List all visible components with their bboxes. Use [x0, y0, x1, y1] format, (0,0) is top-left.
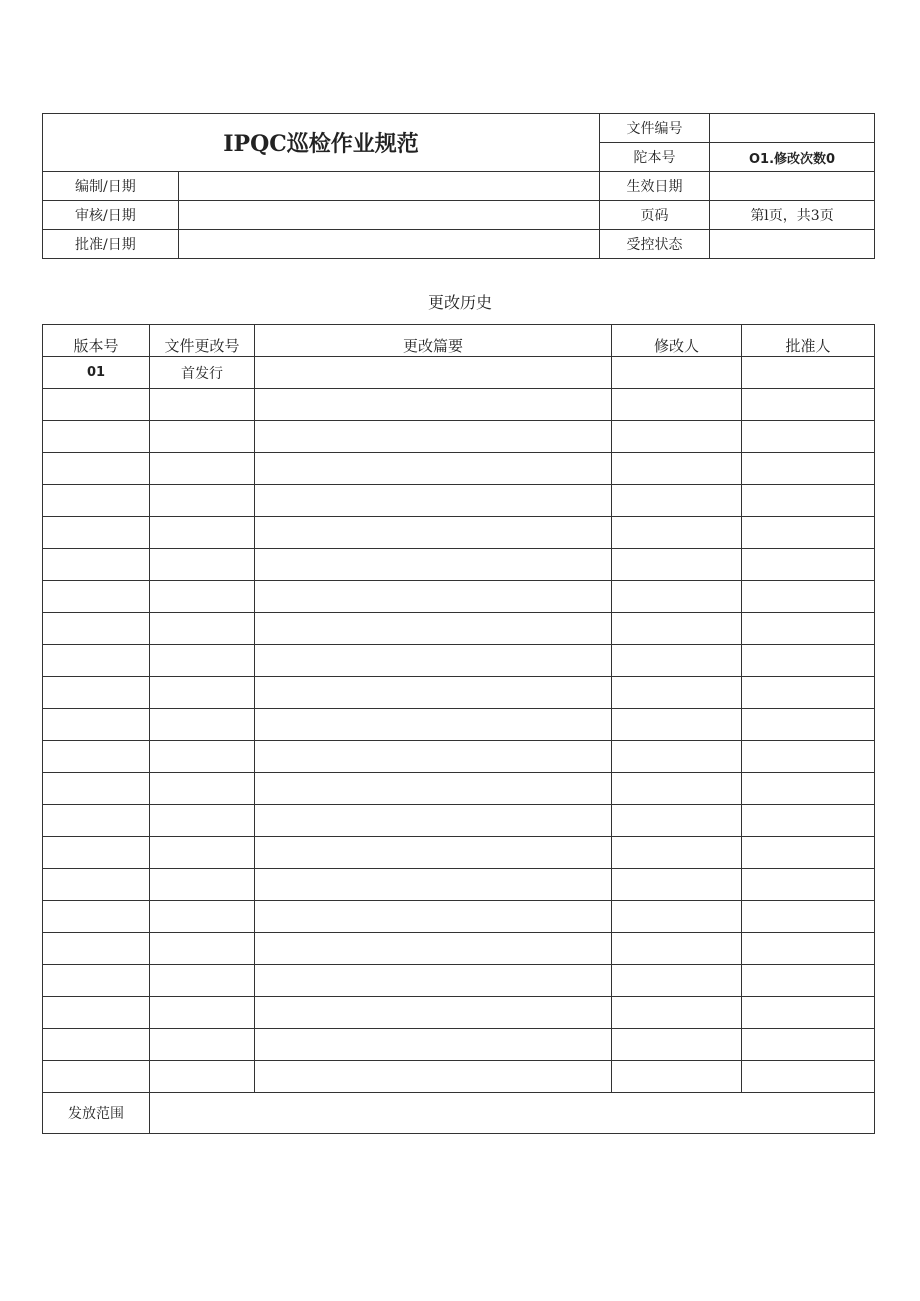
approver-cell — [742, 677, 875, 709]
summary-cell — [255, 613, 612, 645]
table-row — [43, 453, 875, 485]
change-no-cell — [150, 389, 255, 421]
version-value: O1.修改次数0 — [710, 143, 875, 172]
reviewed-label: 审核/日期 — [43, 201, 179, 230]
modifier-cell — [612, 773, 742, 805]
summary-cell — [255, 1061, 612, 1093]
effective-date-value — [710, 172, 875, 201]
approver-cell — [742, 933, 875, 965]
history-header-row — [43, 325, 875, 357]
table-row — [43, 773, 875, 805]
version-cell — [43, 869, 150, 901]
table-row — [43, 997, 875, 1029]
modifier-cell — [612, 517, 742, 549]
version-cell — [43, 837, 150, 869]
document-header-table — [42, 113, 875, 259]
change-no-cell — [150, 709, 255, 741]
modifier-cell — [612, 965, 742, 997]
modifier-cell — [612, 869, 742, 901]
summary-cell — [255, 709, 612, 741]
version-cell — [43, 389, 150, 421]
version-cell — [43, 581, 150, 613]
change-no-cell: 首发行 — [150, 357, 255, 389]
modifier-cell — [612, 645, 742, 677]
approver-cell — [742, 741, 875, 773]
reviewed-value — [179, 201, 600, 230]
version-cell — [43, 901, 150, 933]
change-no-cell — [150, 677, 255, 709]
summary-cell — [255, 837, 612, 869]
approver-cell — [742, 517, 875, 549]
change-no-cell — [150, 1029, 255, 1061]
change-no-cell — [150, 997, 255, 1029]
prepared-value — [179, 172, 600, 201]
approver-cell — [742, 709, 875, 741]
distribution-label: 发放范围 — [43, 1093, 150, 1134]
col-header-modifier: 修改人 — [612, 325, 742, 357]
modifier-cell — [612, 1061, 742, 1093]
table-row — [43, 613, 875, 645]
version-cell — [43, 965, 150, 997]
modifier-cell — [612, 485, 742, 517]
change-no-cell — [150, 485, 255, 517]
change-history-title: 更改历史 — [427, 293, 492, 312]
modifier-cell — [612, 901, 742, 933]
version-cell — [43, 549, 150, 581]
change-no-cell — [150, 805, 255, 837]
modifier-cell — [612, 741, 742, 773]
approver-cell — [742, 581, 875, 613]
change-history-table — [42, 324, 875, 1134]
change-no-cell — [150, 581, 255, 613]
modifier-cell — [612, 389, 742, 421]
version-cell — [43, 1029, 150, 1061]
page-number-value: 第l页，共3页 — [710, 201, 875, 230]
table-row — [43, 741, 875, 773]
table-row — [43, 709, 875, 741]
approver-cell — [742, 805, 875, 837]
change-no-cell — [150, 901, 255, 933]
control-status-label: 受控状态 — [600, 230, 710, 259]
table-row — [43, 357, 875, 389]
version-cell — [43, 741, 150, 773]
modifier-cell — [612, 933, 742, 965]
change-no-cell — [150, 965, 255, 997]
page-number-label: 页码 — [600, 201, 710, 230]
version-cell — [43, 805, 150, 837]
modifier-cell — [612, 549, 742, 581]
table-row — [43, 1029, 875, 1061]
table-row — [43, 485, 875, 517]
summary-cell — [255, 485, 612, 517]
approver-cell — [742, 421, 875, 453]
approved-label: 批准/日期 — [43, 230, 179, 259]
doc-no-value — [710, 114, 875, 143]
approver-cell — [742, 965, 875, 997]
change-no-cell — [150, 933, 255, 965]
change-no-cell — [150, 549, 255, 581]
summary-cell — [255, 453, 612, 485]
summary-cell — [255, 901, 612, 933]
approver-cell — [742, 1061, 875, 1093]
modifier-cell — [612, 613, 742, 645]
approver-cell — [742, 485, 875, 517]
summary-cell — [255, 581, 612, 613]
approver-cell — [742, 357, 875, 389]
distribution-row — [43, 1093, 875, 1134]
version-cell — [43, 613, 150, 645]
modifier-cell — [612, 357, 742, 389]
summary-cell — [255, 517, 612, 549]
modifier-cell — [612, 421, 742, 453]
change-no-cell — [150, 613, 255, 645]
summary-cell — [255, 805, 612, 837]
change-no-cell — [150, 421, 255, 453]
doc-no-label: 文件编号 — [600, 114, 710, 143]
modifier-cell — [612, 1029, 742, 1061]
approver-cell — [742, 869, 875, 901]
col-header-summary: 更改篇要 — [255, 325, 612, 357]
change-no-cell — [150, 645, 255, 677]
modifier-cell — [612, 837, 742, 869]
summary-cell — [255, 741, 612, 773]
approver-cell — [742, 901, 875, 933]
version-cell — [43, 421, 150, 453]
change-no-cell — [150, 453, 255, 485]
table-row — [43, 421, 875, 453]
table-row — [43, 581, 875, 613]
approved-value — [179, 230, 600, 259]
table-row — [43, 933, 875, 965]
summary-cell — [255, 645, 612, 677]
approver-cell — [742, 613, 875, 645]
summary-cell — [255, 389, 612, 421]
approver-cell — [742, 389, 875, 421]
version-cell — [43, 677, 150, 709]
change-no-cell — [150, 773, 255, 805]
modifier-cell — [612, 805, 742, 837]
version-cell — [43, 997, 150, 1029]
summary-cell — [255, 997, 612, 1029]
modifier-cell — [612, 453, 742, 485]
summary-cell — [255, 965, 612, 997]
table-row — [43, 837, 875, 869]
col-header-version: 版本号 — [43, 325, 150, 357]
change-no-cell — [150, 837, 255, 869]
summary-cell — [255, 549, 612, 581]
table-row — [43, 645, 875, 677]
control-status-value — [710, 230, 875, 259]
distribution-value — [150, 1093, 875, 1134]
version-label: 陀本号 — [600, 143, 710, 172]
modifier-cell — [612, 709, 742, 741]
change-no-cell — [150, 1061, 255, 1093]
version-cell — [43, 485, 150, 517]
approver-cell — [742, 1029, 875, 1061]
table-row — [43, 1061, 875, 1093]
table-row — [43, 389, 875, 421]
table-row — [43, 517, 875, 549]
table-row — [43, 965, 875, 997]
summary-cell — [255, 869, 612, 901]
summary-cell — [255, 421, 612, 453]
change-no-cell — [150, 517, 255, 549]
version-cell — [43, 773, 150, 805]
summary-cell — [255, 1029, 612, 1061]
col-header-approver: 批准人 — [742, 325, 875, 357]
version-cell — [43, 645, 150, 677]
modifier-cell — [612, 677, 742, 709]
modifier-cell — [612, 997, 742, 1029]
approver-cell — [742, 773, 875, 805]
summary-cell — [255, 773, 612, 805]
table-row — [43, 677, 875, 709]
document-title: IPQC巡检作业规范 — [43, 114, 600, 172]
table-row — [43, 549, 875, 581]
approver-cell — [742, 645, 875, 677]
summary-cell — [255, 933, 612, 965]
table-row — [43, 805, 875, 837]
version-cell — [43, 1061, 150, 1093]
version-cell: 01 — [43, 357, 150, 389]
approver-cell — [742, 453, 875, 485]
approver-cell — [742, 837, 875, 869]
version-cell — [43, 933, 150, 965]
summary-cell — [255, 677, 612, 709]
version-cell — [43, 453, 150, 485]
version-cell — [43, 709, 150, 741]
table-row — [43, 901, 875, 933]
approver-cell — [742, 997, 875, 1029]
approver-cell — [742, 549, 875, 581]
history-body — [43, 357, 875, 1093]
summary-cell — [255, 357, 612, 389]
col-header-change-no: 文件更改号 — [150, 325, 255, 357]
modifier-cell — [612, 581, 742, 613]
change-no-cell — [150, 741, 255, 773]
table-row — [43, 869, 875, 901]
effective-date-label: 生效日期 — [600, 172, 710, 201]
prepared-label: 编制/日期 — [43, 172, 179, 201]
change-no-cell — [150, 869, 255, 901]
version-cell — [43, 517, 150, 549]
